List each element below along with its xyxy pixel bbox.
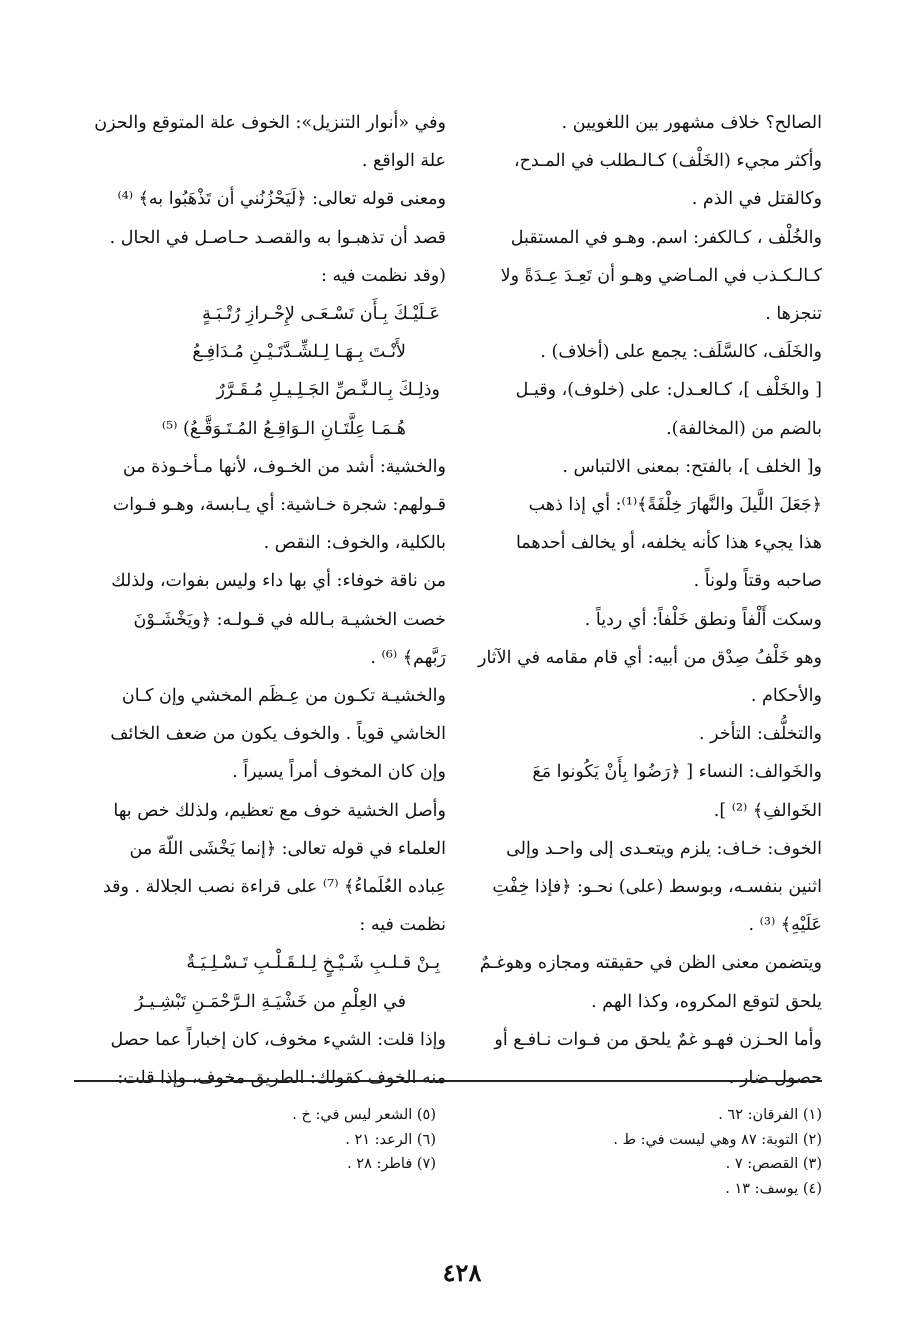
text-line: وسكت أَلْفاً ونطق خَلْفاً: أي ردياً . [584, 609, 822, 630]
text-line: وأصل الخشية خوف مع تعظيم، ولذلك خص بها [113, 800, 446, 821]
text-line: رَبَّهم﴾ ⁽⁶⁾ . [370, 647, 446, 668]
text-line: وهو خَلْفُ صِدْق من أبيه: أي قام مقامه في الآثار [478, 647, 822, 668]
text-line: قـولهم: شجرة خـاشية: أي يـابسة، وهـو فـوات [112, 495, 446, 516]
text-line: الخوف: خـاف: يلزم ويتعـدى إلى واحـد وإلى [506, 838, 822, 859]
text-line: الصالح؟ خلاف مشهور بين اللغويين . [561, 113, 822, 133]
text-line: (وقد نظمت فيه : [321, 265, 446, 286]
text-line: عِباده العُلَماءُ﴾ ⁽⁷⁾ على قراءة نصب الجلالة . وقد [102, 877, 446, 898]
footnote-line: (٣) القصص: ٧ . [725, 1156, 822, 1173]
footnote-line: (٤) يوسف: ١٣ . [725, 1180, 822, 1197]
text-line: وأما الحـزن فهـو غمٌ يلحق من فـوات نـافـع أو [494, 1029, 822, 1050]
text-line: علة الواقع . [361, 151, 446, 172]
footnote-line: (٦) الرعد: ٢١ . [345, 1131, 436, 1148]
text-line: اثنين بنفسـه، وبوسط (على) نحـو: ﴿فإذا خِفْتِ [492, 877, 822, 898]
text-line: والخَوالف: النساء [ ﴿رَضُوا بِأَنْ يَكُونوا مَعَ [532, 762, 822, 783]
verse-line: وذلِـكَ بِـالـنَّـصِّ الجَـلِـيـلِ مُـقَـرَّرٌ [216, 380, 440, 401]
text-line: و[ الخلف ]، بالفتح: بمعنى الالتباس . [562, 456, 822, 477]
text-line: حصول ضار . [728, 1068, 822, 1089]
text-line: منه الخوف كقولك: الطريق مخوف، وإذا قلت: [117, 1068, 446, 1089]
left-text-column [74, 104, 446, 1097]
text-line: يلحق لتوقع المكروه، وكذا الهم . [591, 991, 822, 1012]
text-line: وكالقتل في الذم . [691, 189, 822, 210]
text-line: خصت الخشيـة بـالله في قـولـه: ﴿ويَخْشَـوْنَ [133, 609, 446, 630]
text-line: ومعنى قوله تعالى: ﴿لَيَحْزُنُني أن تَذْهَبُوا به﴾ ⁽⁴⁾ [117, 189, 446, 210]
right-text-column [462, 104, 822, 1097]
footnote-line: (٥) الشعر ليس في: خ . [292, 1107, 436, 1123]
footnotes-right [532, 1103, 822, 1201]
text-line: صاحبه وقتاً ولوناً . [693, 571, 822, 592]
page-number: ٤٢٨ [442, 1258, 482, 1287]
text-line: وإذا قلت: الشيء مخوف، كان إخباراً عما حصل [110, 1029, 446, 1050]
text-line: الخَوالفِ﴾ ⁽²⁾ ]. [713, 800, 822, 821]
footnote-line: (٧) فاطر: ٢٨ . [347, 1156, 436, 1173]
text-line: وإن كان المخوف أمراً يسيراً . [232, 762, 446, 783]
text-line: قصد أن تذهبـوا به والقصـد حـاصـل في الحال . [109, 227, 446, 248]
verse-line: في العِلْمِ من خَشْيَـةِ الـرَّحْمَـنِ تَبْشِـيـرُ [134, 991, 406, 1012]
footnote-line: (١) الفرقان: ٦٢ . [718, 1107, 822, 1123]
footnote-divider [74, 1080, 822, 1082]
verse-line: هُـمَـا عِلَّتَـانِ الـوَاقِـعُ المُـتَـوَقَّـعُ) ⁽⁵⁾ [161, 418, 406, 439]
footnotes-left [150, 1103, 436, 1177]
verse-line: بِـنْ قـلـبِ شَـيْـخٍ لِـلـقَـلْـبِ تَـسْـلِـيَـةٌ [186, 953, 440, 974]
footnote-line: (٢) التوبة: ٨٧ وهي ليست في: ط . [613, 1131, 822, 1148]
text-line: كـالـكـذب في المـاضي وهـو أن تَعِـدَ عِـدَةً ولا [500, 265, 822, 286]
text-line: والخُلْف ، كـالكفر: اسم. وهـو في المستقبل [510, 227, 822, 248]
text-line: [ والخَلْف ]، كـالعـدل: على (خلوف)، وقيـل [515, 380, 822, 401]
text-line: ويتضمن معنى الظن في حقيقته ومجازه وهوغـمٌ [479, 953, 822, 974]
text-line: وأكثر مجيء (الخَلْف) كـالـطلب في المـدح، [513, 151, 822, 172]
text-line: ﴿جَعَلَ اللَّيلَ والنَّهارَ خِلْفَةً﴾⁽¹⁾: أي إذا ذهب [528, 495, 822, 516]
text-line: بالكلية، والخوف: النقص . [263, 533, 446, 554]
text-line: العلماء في قوله تعالى: ﴿إنما يَخْشَى اللّهَ من [129, 838, 446, 859]
text-line: هذا يجيء هذا كأنه يخلفه، أو يخالف أحدهما [515, 533, 822, 554]
text-line: والخَلَف، كالسَّلَف: يجمع على (أخلاف) . [540, 342, 822, 363]
text-line: وفي «أنوار التنزيل»: الخوف علة المتوقع والحزن [94, 113, 446, 133]
text-line: تنجزها . [765, 304, 822, 325]
verse-line: لأَنْـتَ بِـهَـا لِـلشِّـدَّتَـيْـنِ مُـدَافِـعُ [192, 342, 406, 363]
text-line: نظمت فيه : [359, 915, 446, 936]
text-line: الخاشي قوياً . والخوف يكون من ضعف الخائف [110, 724, 446, 745]
text-line: من ناقة خوفاء: أي بها داء وليس بفوات، ولذلك [111, 571, 446, 592]
text-line: والخشية: أشد من الخـوف، لأنها مـأخـوذة من [122, 456, 446, 477]
text-line: عَلَيْهِ﴾ ⁽³⁾ . [748, 915, 822, 936]
verse-line: عَـلَيْـكَ بِـأَن تَسْـعَـى لإِحْـرازِ رُتْـبَـةٍ [202, 304, 440, 325]
text-line: والخشيـة تكـون من عِـظَم المخشي وإن كـان [121, 686, 446, 707]
text-line: بالضم من (المخالفة). [666, 418, 822, 439]
text-line: والتخلُّف: التأخر . [699, 724, 822, 745]
text-line: والأحكام . [750, 686, 822, 707]
